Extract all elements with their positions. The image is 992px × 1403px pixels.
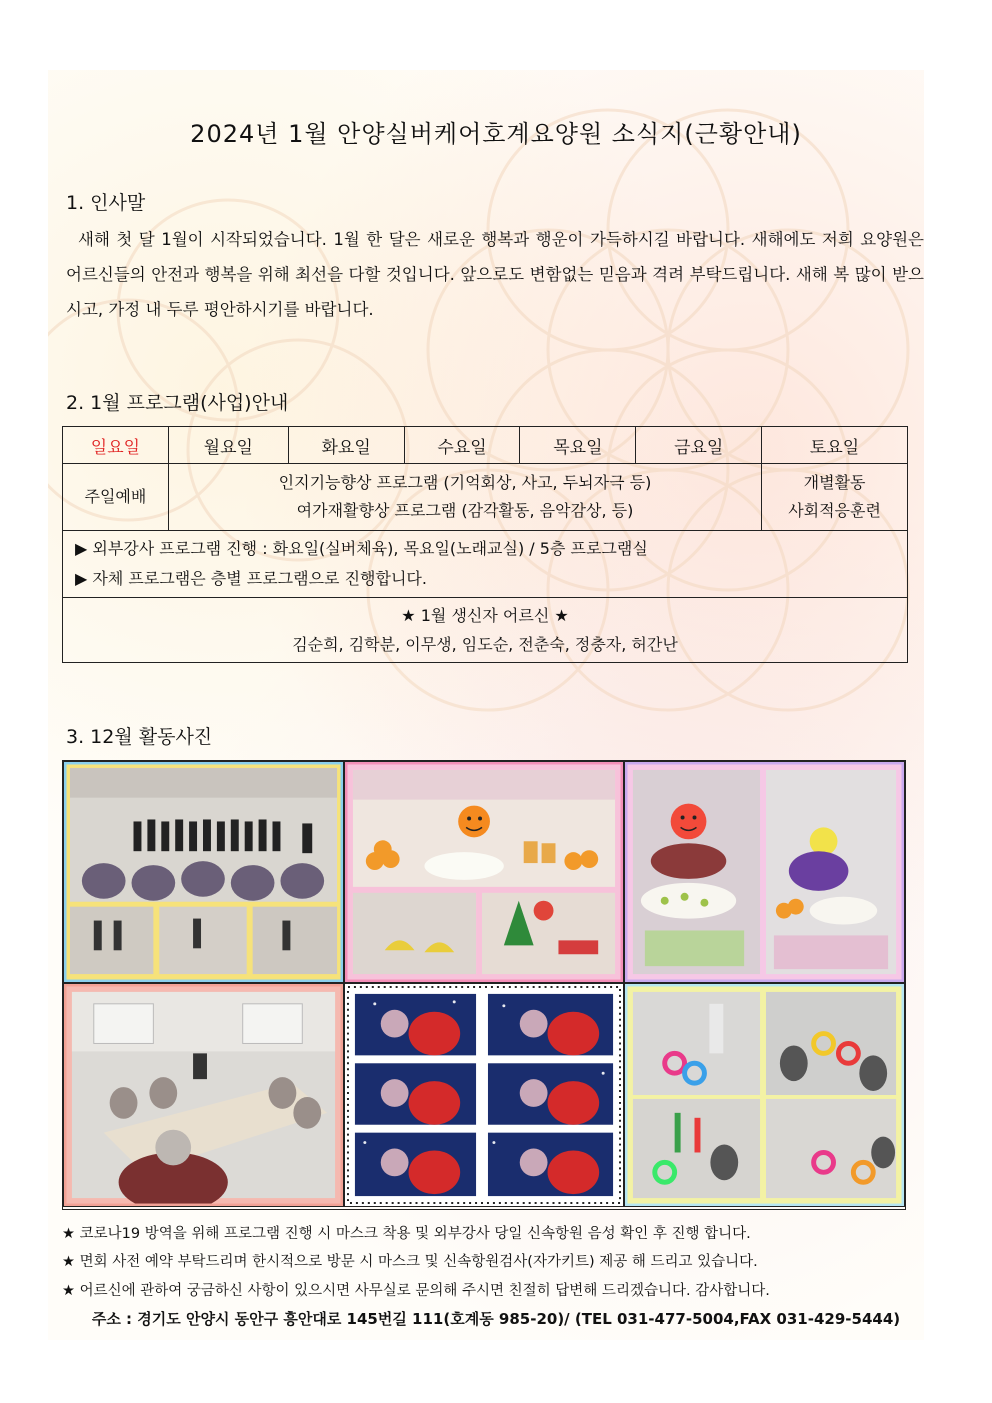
day-saturday: 토요일 [762, 427, 908, 464]
saturday-programs [762, 464, 908, 531]
photo-ring-activity [624, 983, 905, 1207]
footer-note-3: ★ 어르신에 관하여 궁금하신 사항이 있으시면 사무실로 문의해 주시면 친절히 답변해 드리겠습니다. 감사합니다. [62, 1283, 770, 1299]
notes-row [63, 531, 908, 598]
birthday-row [63, 598, 908, 663]
day-monday: 월요일 [168, 427, 288, 464]
photo-grid [62, 760, 906, 1210]
day-header-row [63, 427, 908, 464]
photo-santa-christmas [344, 983, 624, 1207]
page-title: 2024년 1월 안양실버케어호계요양원 소식지(근황안내) [190, 120, 802, 148]
footer-note-1: ★ 코로나19 방역을 위해 프로그램 진행 시 마스크 착용 및 외부강사 당일 신속항원 음성 확인 후 진행 합니다. [62, 1226, 751, 1242]
section-heading-program: 2. 1월 프로그램(사업)안내 [66, 392, 289, 414]
saturday-program-1: 개별활동 [803, 473, 866, 492]
program-row [63, 464, 908, 531]
birthday-title: ★ 1월 생신자 어르신 ★ [401, 606, 569, 625]
section-heading-photos: 3. 12월 활동사진 [66, 726, 213, 748]
section-heading-greeting: 1. 인사말 [66, 192, 146, 214]
sunday-program: 주일예배 [63, 464, 169, 531]
weekday-programs [168, 464, 761, 531]
footer-address: 주소 : 경기도 안양시 동안구 흥안대로 145번길 111(호계동 985-20)/ (TEL 031-477-5004,FAX 031-429-5444) [91, 1310, 901, 1328]
photo-birthday-cake [624, 761, 905, 983]
birthday-cell [63, 598, 908, 663]
program-table [62, 426, 908, 663]
photo-meeting-room [63, 983, 344, 1207]
day-sunday: 일요일 [63, 427, 169, 464]
greeting-text: 새해 첫 달 1월이 시작되었습니다. 1월 한 달은 새로운 행복과 행운이 가득하시길 바랍니다. 새해에도 저희 요양원은 어르신들의 안전과 행복을 위해 최선을 다할 것입니다. 앞으로도 변함없는 믿음과 격려 부탁드립니다. 새해 복 많이 받으시고, 가정 내 두루 평안하시기를 바랍니다. [66, 230, 924, 319]
saturday-program-2: 사회적응훈련 [788, 501, 881, 520]
program-note-2: ▶ 자체 프로그램은 층별 프로그램으로 진행합니다. [75, 569, 427, 588]
footer-note-2: ★ 면회 사전 예약 부탁드리며 한시적으로 방문 시 마스크 및 신속항원검사(자가키트) 제공 해 드리고 있습니다. [62, 1254, 758, 1270]
day-wednesday: 수요일 [404, 427, 520, 464]
birthday-names: 김순희, 김학분, 이무생, 임도순, 전춘숙, 정충자, 허간난 [292, 635, 678, 654]
weekday-program-1: 인지기능향상 프로그램 (기억회상, 사고, 두뇌자극 등) [278, 473, 652, 492]
day-tuesday: 화요일 [288, 427, 404, 464]
photo-choir-performance [63, 761, 344, 983]
program-note-1: ▶ 외부강사 프로그램 진행 : 화요일(실버체육), 목요일(노래교실) / 5층 프로그램실 [75, 539, 648, 558]
day-friday: 금요일 [636, 427, 762, 464]
photo-birthday-party [344, 761, 624, 983]
weekday-program-2: 여가재활향상 프로그램 (감각활동, 음악감상, 등) [296, 501, 634, 520]
notes-cell [63, 531, 908, 598]
day-thursday: 목요일 [520, 427, 636, 464]
